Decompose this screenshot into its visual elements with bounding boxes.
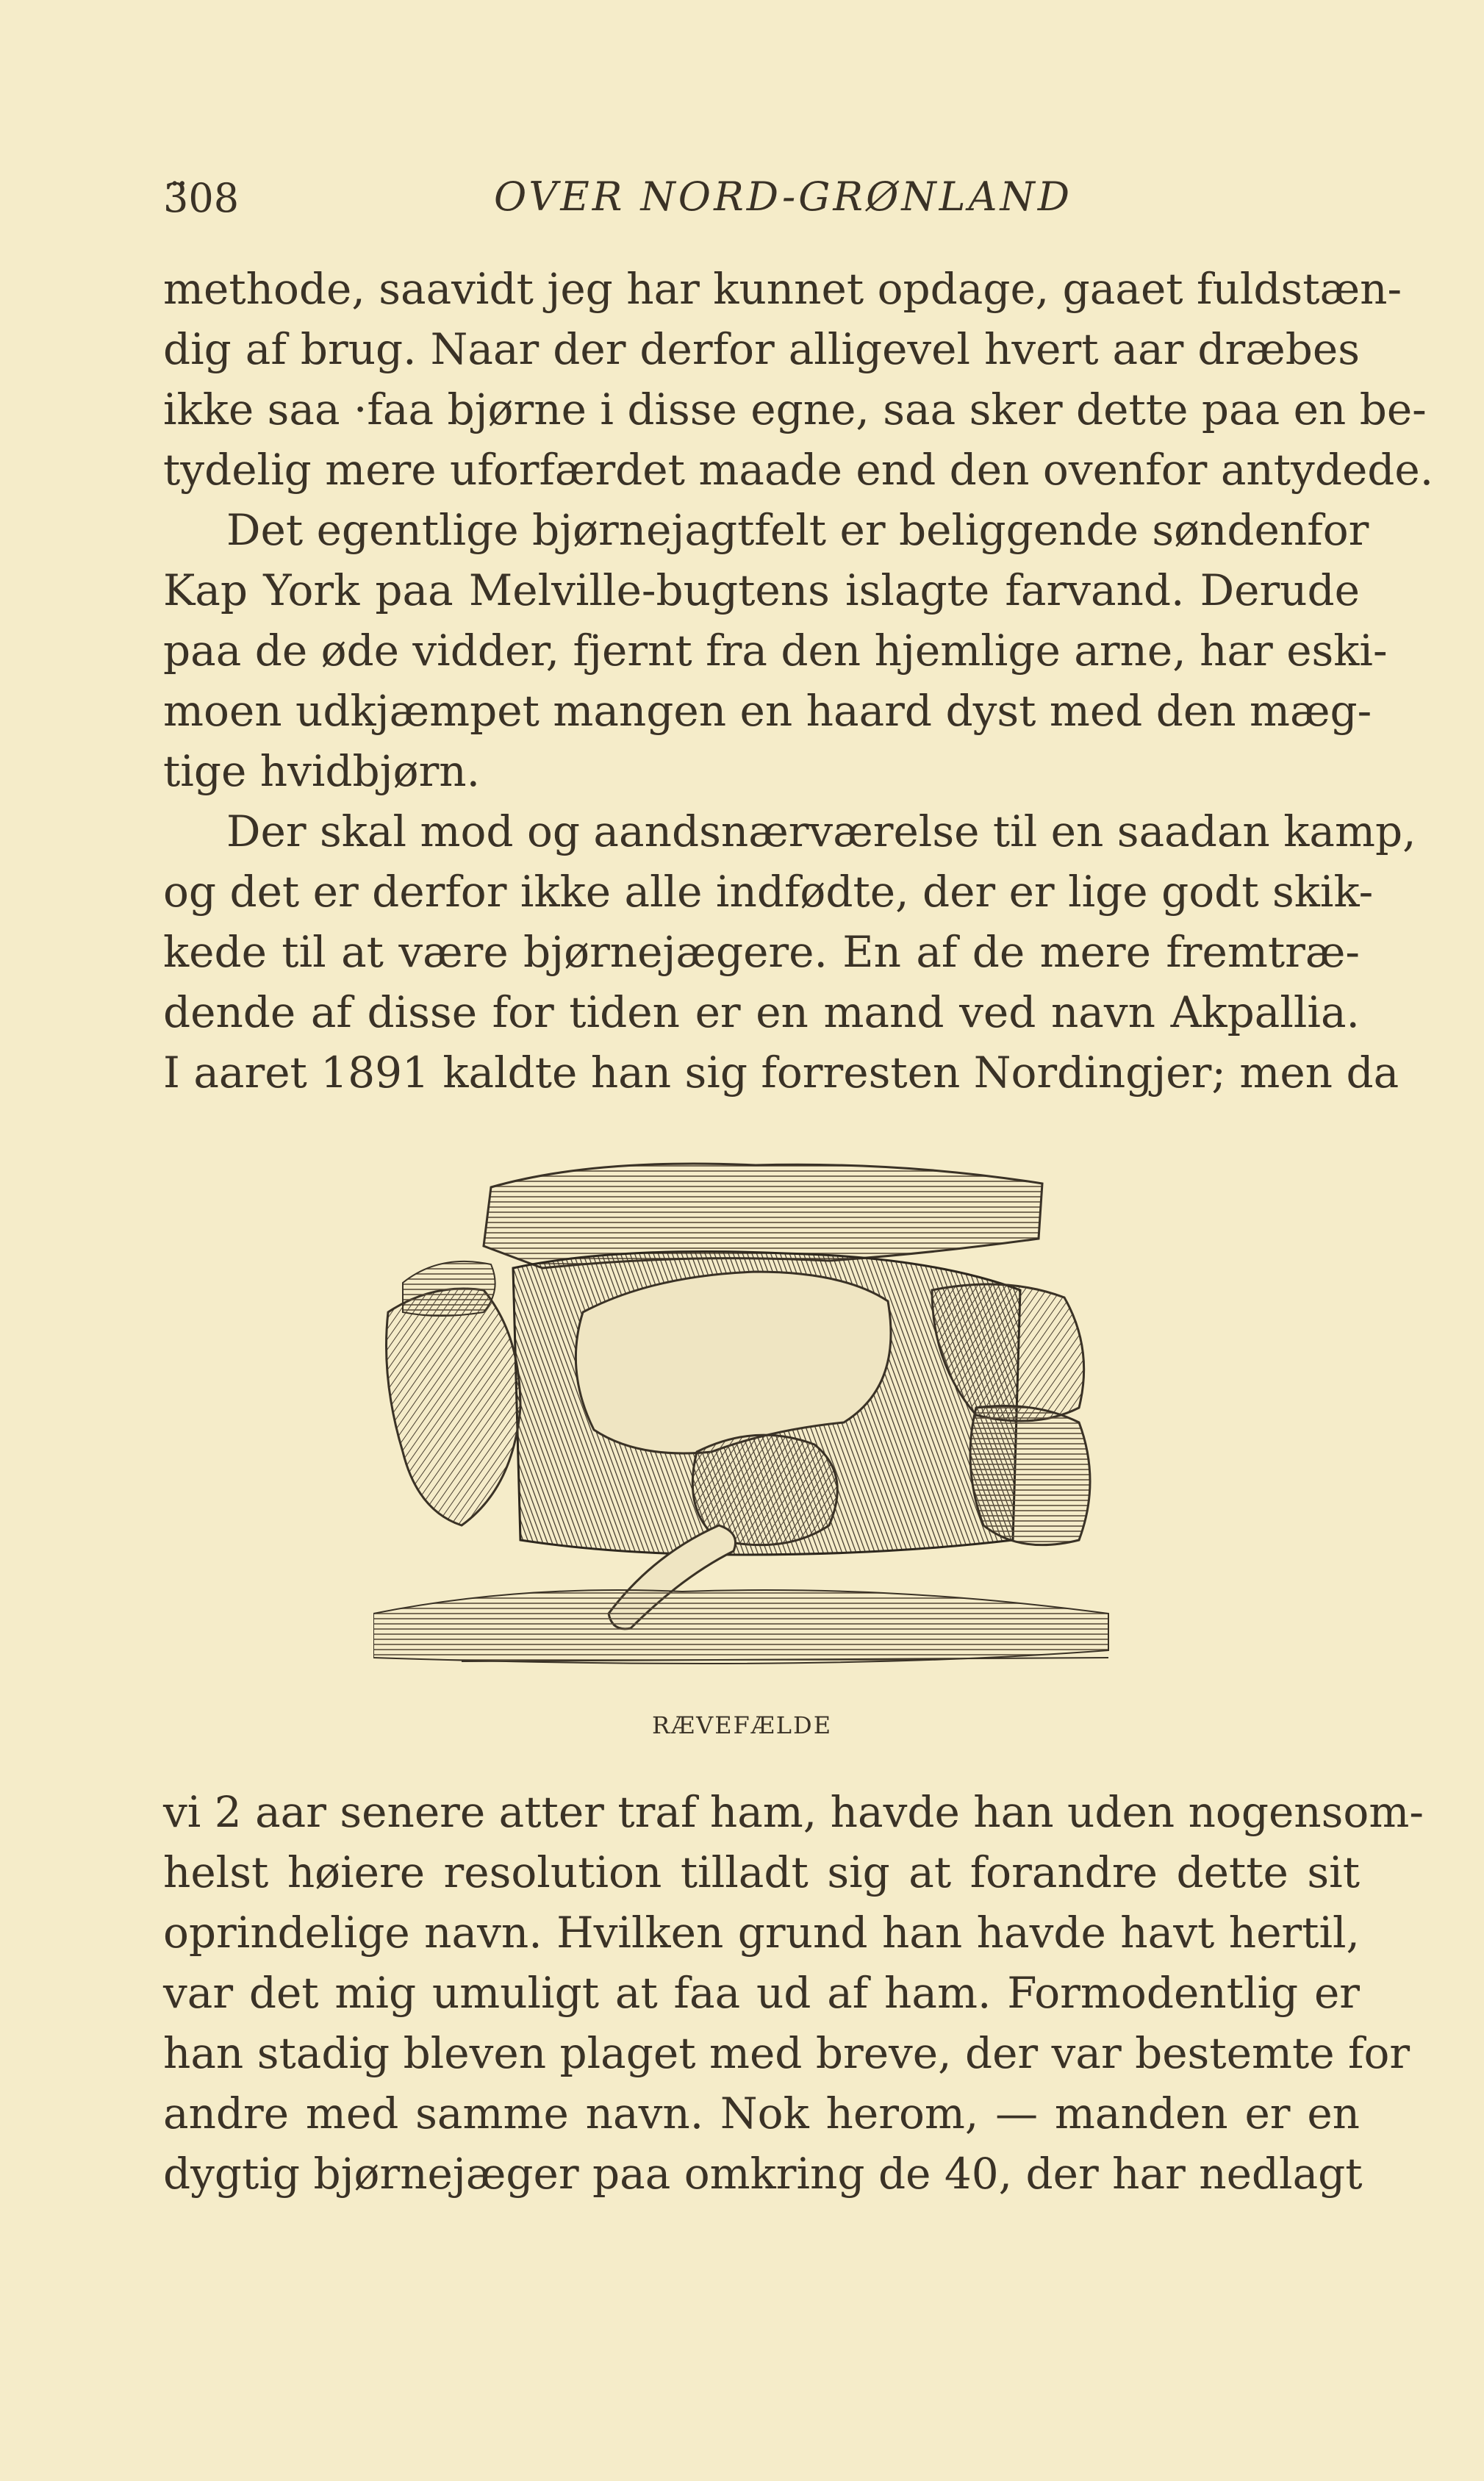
running-head: OVER NORD-GRØNLAND	[494, 173, 1072, 220]
body-text-top	[163, 259, 1434, 1103]
text-line: tige hvidbjørn.	[163, 746, 481, 796]
text-line: og det er derfor ikke alle indfødte, der er lige godt skik-	[163, 867, 1374, 917]
text-line: dende af disse for tiden er en mand ved navn Akpallia.	[163, 987, 1360, 1037]
text-line: oprindelige navn. Hvilken grund han havde havt hertil,	[163, 1908, 1360, 1958]
text-line: dig af brug. Naar der derfor alligevel hvert aar dræbes	[163, 324, 1360, 374]
text-line: I aaret 1891 kaldte han sig forresten Nordingjer; men da	[163, 1048, 1399, 1098]
text-line: Det egentlige bjørnejagtfelt er beliggende søndenfor	[226, 505, 1369, 555]
fox-trap-illustration	[373, 1143, 1154, 1687]
text-line: moen udkjæmpet mangen en haard dyst med den mæg-	[163, 686, 1372, 736]
text-line: helst høiere resolution tilladt sig at forandre dette sit	[163, 1847, 1360, 1897]
text-line: han stadig bleven plaget med breve, der var bestemte for	[163, 2028, 1410, 2078]
text-line: Kap York paa Melville-bugtens islagte farvand. Derude	[163, 565, 1360, 615]
text-line: ikke saa ·faa bjørne i disse egne, saa sker dette paa en be-	[163, 384, 1427, 434]
text-line: methode, saavidt jeg har kunnet opdage, gaaet fuldstæn-	[163, 264, 1402, 314]
text-line: vi 2 aar senere atter traf ham, havde han uden nogensom-	[163, 1787, 1424, 1837]
text-line: var det mig umuligt at faa ud af ham. Formodentlig er	[163, 1968, 1360, 2018]
text-line: kede til at være bjørnejægere. En af de mere fremtræ-	[163, 927, 1360, 977]
body-text-bottom	[163, 1782, 1424, 2204]
text-line: andre med samme navn. Nok herom, — manden er en	[163, 2088, 1360, 2138]
text-line: dygtig bjørnejæger paa omkring de 40, der har nedlagt	[163, 2149, 1363, 2199]
text-line: paa de øde vidder, fjernt fra den hjemlige arne, har eski-	[163, 626, 1388, 676]
text-line: Der skal mod og aandsnærværelse til en saadan kamp,	[226, 806, 1416, 856]
text-line: tydelig mere uforfærdet maade end den ovenfor antydede.	[163, 445, 1434, 495]
page-number: 3̈08	[163, 175, 240, 221]
figure-caption: RÆVEFÆLDE	[651, 1711, 833, 1739]
